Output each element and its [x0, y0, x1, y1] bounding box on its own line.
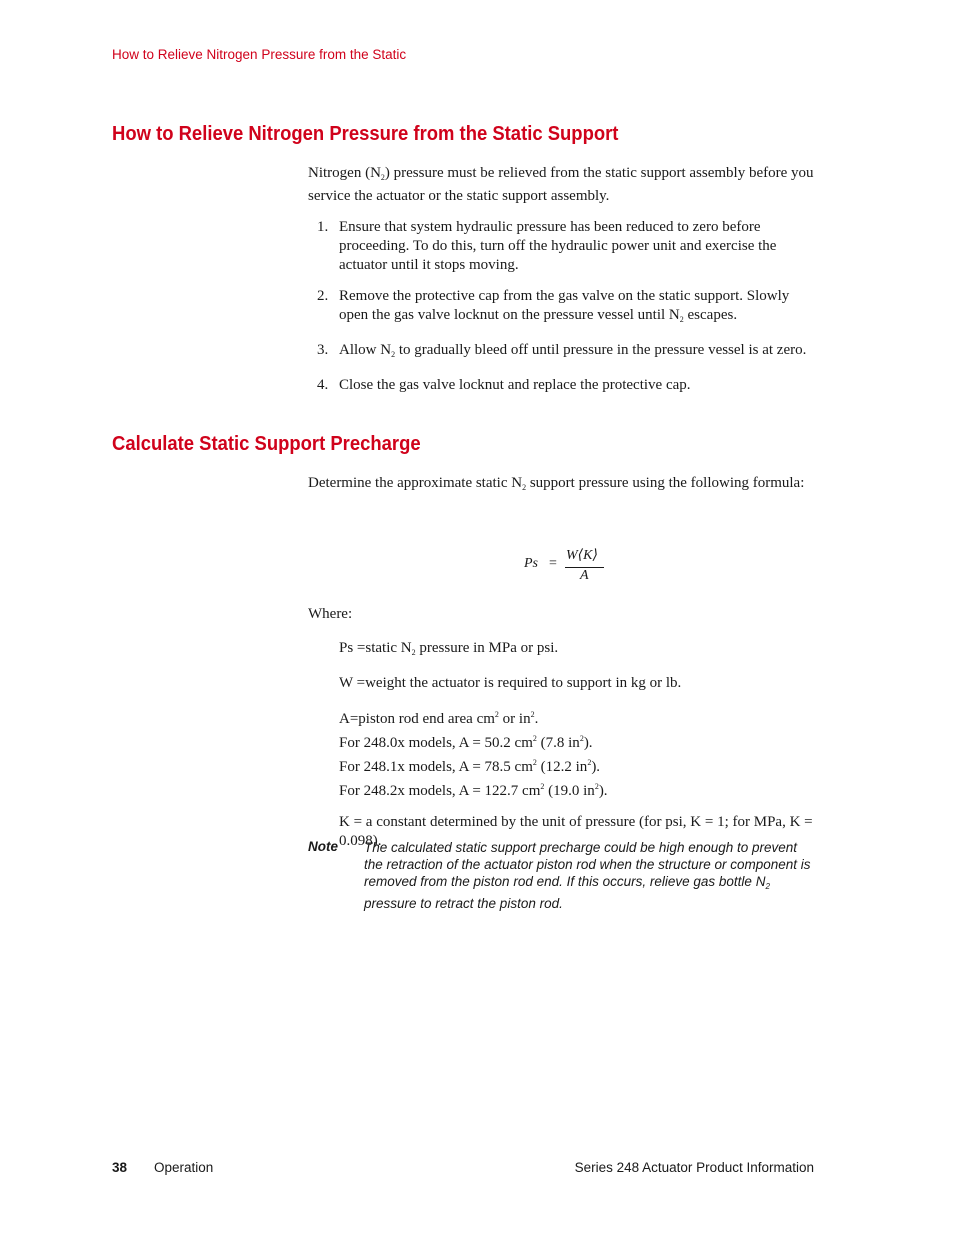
footer-doc-title: Series 248 Actuator Product Information [574, 1160, 814, 1175]
note-label: Note [308, 839, 338, 854]
page-number: 38 [112, 1160, 128, 1175]
where-label: Where: [308, 606, 353, 622]
definition-w: W =weight the actuator is required to support in kg or lb. [339, 675, 682, 691]
precharge-intro: Determine the approximate static $N_2$ support pressure using the following formula: [308, 475, 805, 492]
intro-paragraph: Nitrogen $(N_2)$ pressure must be relieved from the static support assembly before you service the actuator or the static support assembly. [308, 165, 814, 204]
model-area-line: For 248.0x models, A = 50.2 $cm^2$ (7.8 $in^2$). [339, 734, 593, 751]
precharge-formula [520, 546, 620, 586]
procedure-steps [308, 218, 818, 407]
formula-lhs: Ps [524, 556, 538, 571]
model-area-line: For 248.2x models, A = 122.7 $cm^2$ (19.0 $in^2$). [339, 782, 608, 799]
definition-a: A=piston rod end area $cm^2$ or $in^2$. For 248.0x models, A = 50.2 $cm^2$ (7.8 $in^2$). For 248.1x models, A = 78.5 $cm^2$ (12.2 $in^2$). For 248.2x models, A = 122.7 $cm^2$ (19.0 $in^2$). [339, 710, 608, 799]
note-text: The calculated static support precharge could be high enough to prevent the retraction of the actuator piston rod when the structure or component is removed from the piston rod end. If this occurs, relieve gas bottle $N_2$ pressure to retract the piston rod. [364, 840, 811, 911]
section-heading-precharge: Calculate Static Support Precharge [112, 432, 421, 455]
definition-ps: Ps =static $N_2$ pressure in MPa or psi. [339, 640, 559, 657]
formula-denominator: A [580, 568, 589, 583]
definition-k: K = a constant determined by the unit of pressure (for psi, K = 1; for MPa, K = 0.098). [339, 814, 813, 849]
formula-numerator: W⟨K⟩ [566, 548, 598, 563]
footer-section: Operation [154, 1160, 214, 1175]
step-item: 4. Close the gas valve locknut and replace the protective cap. [317, 377, 691, 393]
model-area-line: For 248.1x models, A = 78.5 $cm^2$ (12.2 $in^2$). [339, 758, 601, 775]
step-item: 2. Remove the protective cap from the gas valve on the static support. Slowly open the gas valve locknut on the pressure vessel until $N_2$ escapes. [317, 288, 790, 324]
step-item: 3. Allow $N_2$ to gradually bleed off until pressure in the pressure vessel is at zero. [317, 342, 807, 359]
section-heading-relieve-pressure: How to Relieve Nitrogen Pressure from the Static Support [112, 122, 619, 145]
step-item: 1. Ensure that system hydraulic pressure has been reduced to zero before proceeding. To do this, turn off the hydraulic power unit and exercise the actuator until it stops moving. [317, 219, 777, 273]
running-head: How to Relieve Nitrogen Pressure from the Static [112, 47, 407, 62]
variable-definitions [339, 639, 819, 863]
formula-equals: = [549, 556, 557, 571]
